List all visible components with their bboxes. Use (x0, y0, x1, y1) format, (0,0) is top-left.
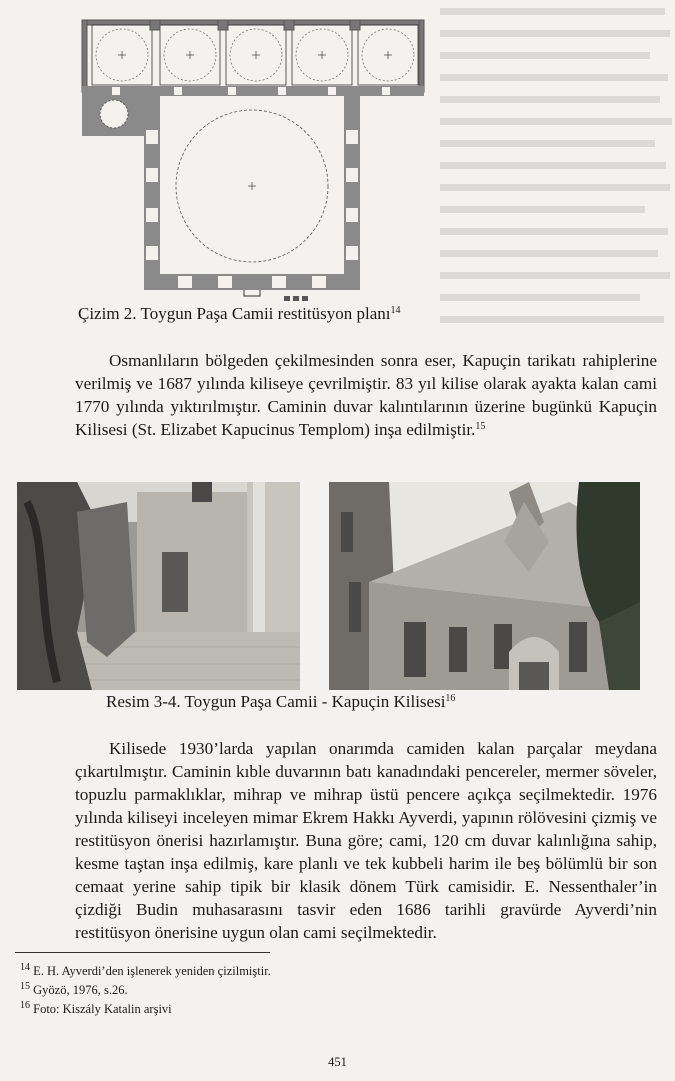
footnote-number: 15 (20, 981, 30, 992)
photo-church (329, 482, 640, 690)
footnote-number: 14 (20, 962, 30, 973)
footnote-ref-16: 16 (445, 693, 456, 704)
mosque-restitution-plan (78, 18, 430, 302)
footnote-text: Foto: Kiszály Katalin arşivi (33, 1002, 172, 1016)
photo-courtyard (17, 482, 300, 690)
paragraph-1-text: Osmanlıların bölgeden çekilmesinden sonra eser, Kapuçin tarikatı rahiplerine verilmiş ve 1687 yılında kiliseye çevrilmiştir. 83 yıl kilise olarak ayakta kalan cami 1770 yılında yıktırılmıştır. Caminin duvar kalıntılarının üzerine bugünkü Kapuçin Kilisesi (St. Elizabet Kapucinus Templom) inşa edilmiştir. (75, 351, 657, 439)
footnote-number: 16 (20, 1000, 30, 1011)
bleed-through-texture (440, 0, 675, 340)
paragraph-2-text: Kilisede 1930’larda yapılan onarımda camiden kalan parçalar meydana çıkartılmıştır. Caminin kıble duvarının batı kanadındaki pencereler, mermer söveler, topuzlu parmaklıklar, mihrap ve mihrap üstü pencere açıkça seçilmektedir. 1976 yılında kiliseyi inceleyen mimar Ekrem Hakkı Ayverdi, yapının rölövesini çizmiş ve restitüsyon önerisi hazırlamıştır. Buna göre; cami, 120 cm duvar kalınlığına sahip, kesme taştan inşa edilmiş, kare planlı ve tek kubbeli harim ile beş bölümlü bir son cemaat yerine sahip tipik bir klasik dönem Türk camisidir. E. Nessenthaler’in çizdiği Budin muhasarasını tasvir eden 1686 tarihli gravürde Ayverdi’nin restitüsyon önerisine uygun olan cami seçilmektedir. (75, 739, 657, 942)
footnote-14 (20, 963, 271, 979)
portico (82, 20, 424, 92)
plan-caption-text: Çizim 2. Toygun Paşa Camii restitüsyon planı (78, 304, 391, 323)
page-number: 451 (328, 1055, 347, 1069)
footnote-ref-14: 14 (390, 305, 401, 316)
footnote-text: E. H. Ayverdi’den işlenerek yeniden çizilmiştir. (33, 964, 271, 978)
paragraph-1 (75, 349, 657, 441)
footnote-text: Gyözö, 1976, s.26. (33, 983, 128, 997)
paragraph-2 (75, 737, 657, 944)
prayer-hall (144, 96, 360, 296)
photo-caption (106, 692, 455, 712)
footnote-divider (15, 952, 270, 953)
footnote-ref-15: 15 (475, 421, 486, 432)
plan-caption (78, 304, 401, 324)
footnote-15 (20, 982, 128, 998)
photo-caption-text: Resim 3-4. Toygun Paşa Camii - Kapuçin Kilisesi (106, 692, 446, 711)
minaret (82, 96, 144, 136)
footnote-16 (20, 1001, 172, 1017)
